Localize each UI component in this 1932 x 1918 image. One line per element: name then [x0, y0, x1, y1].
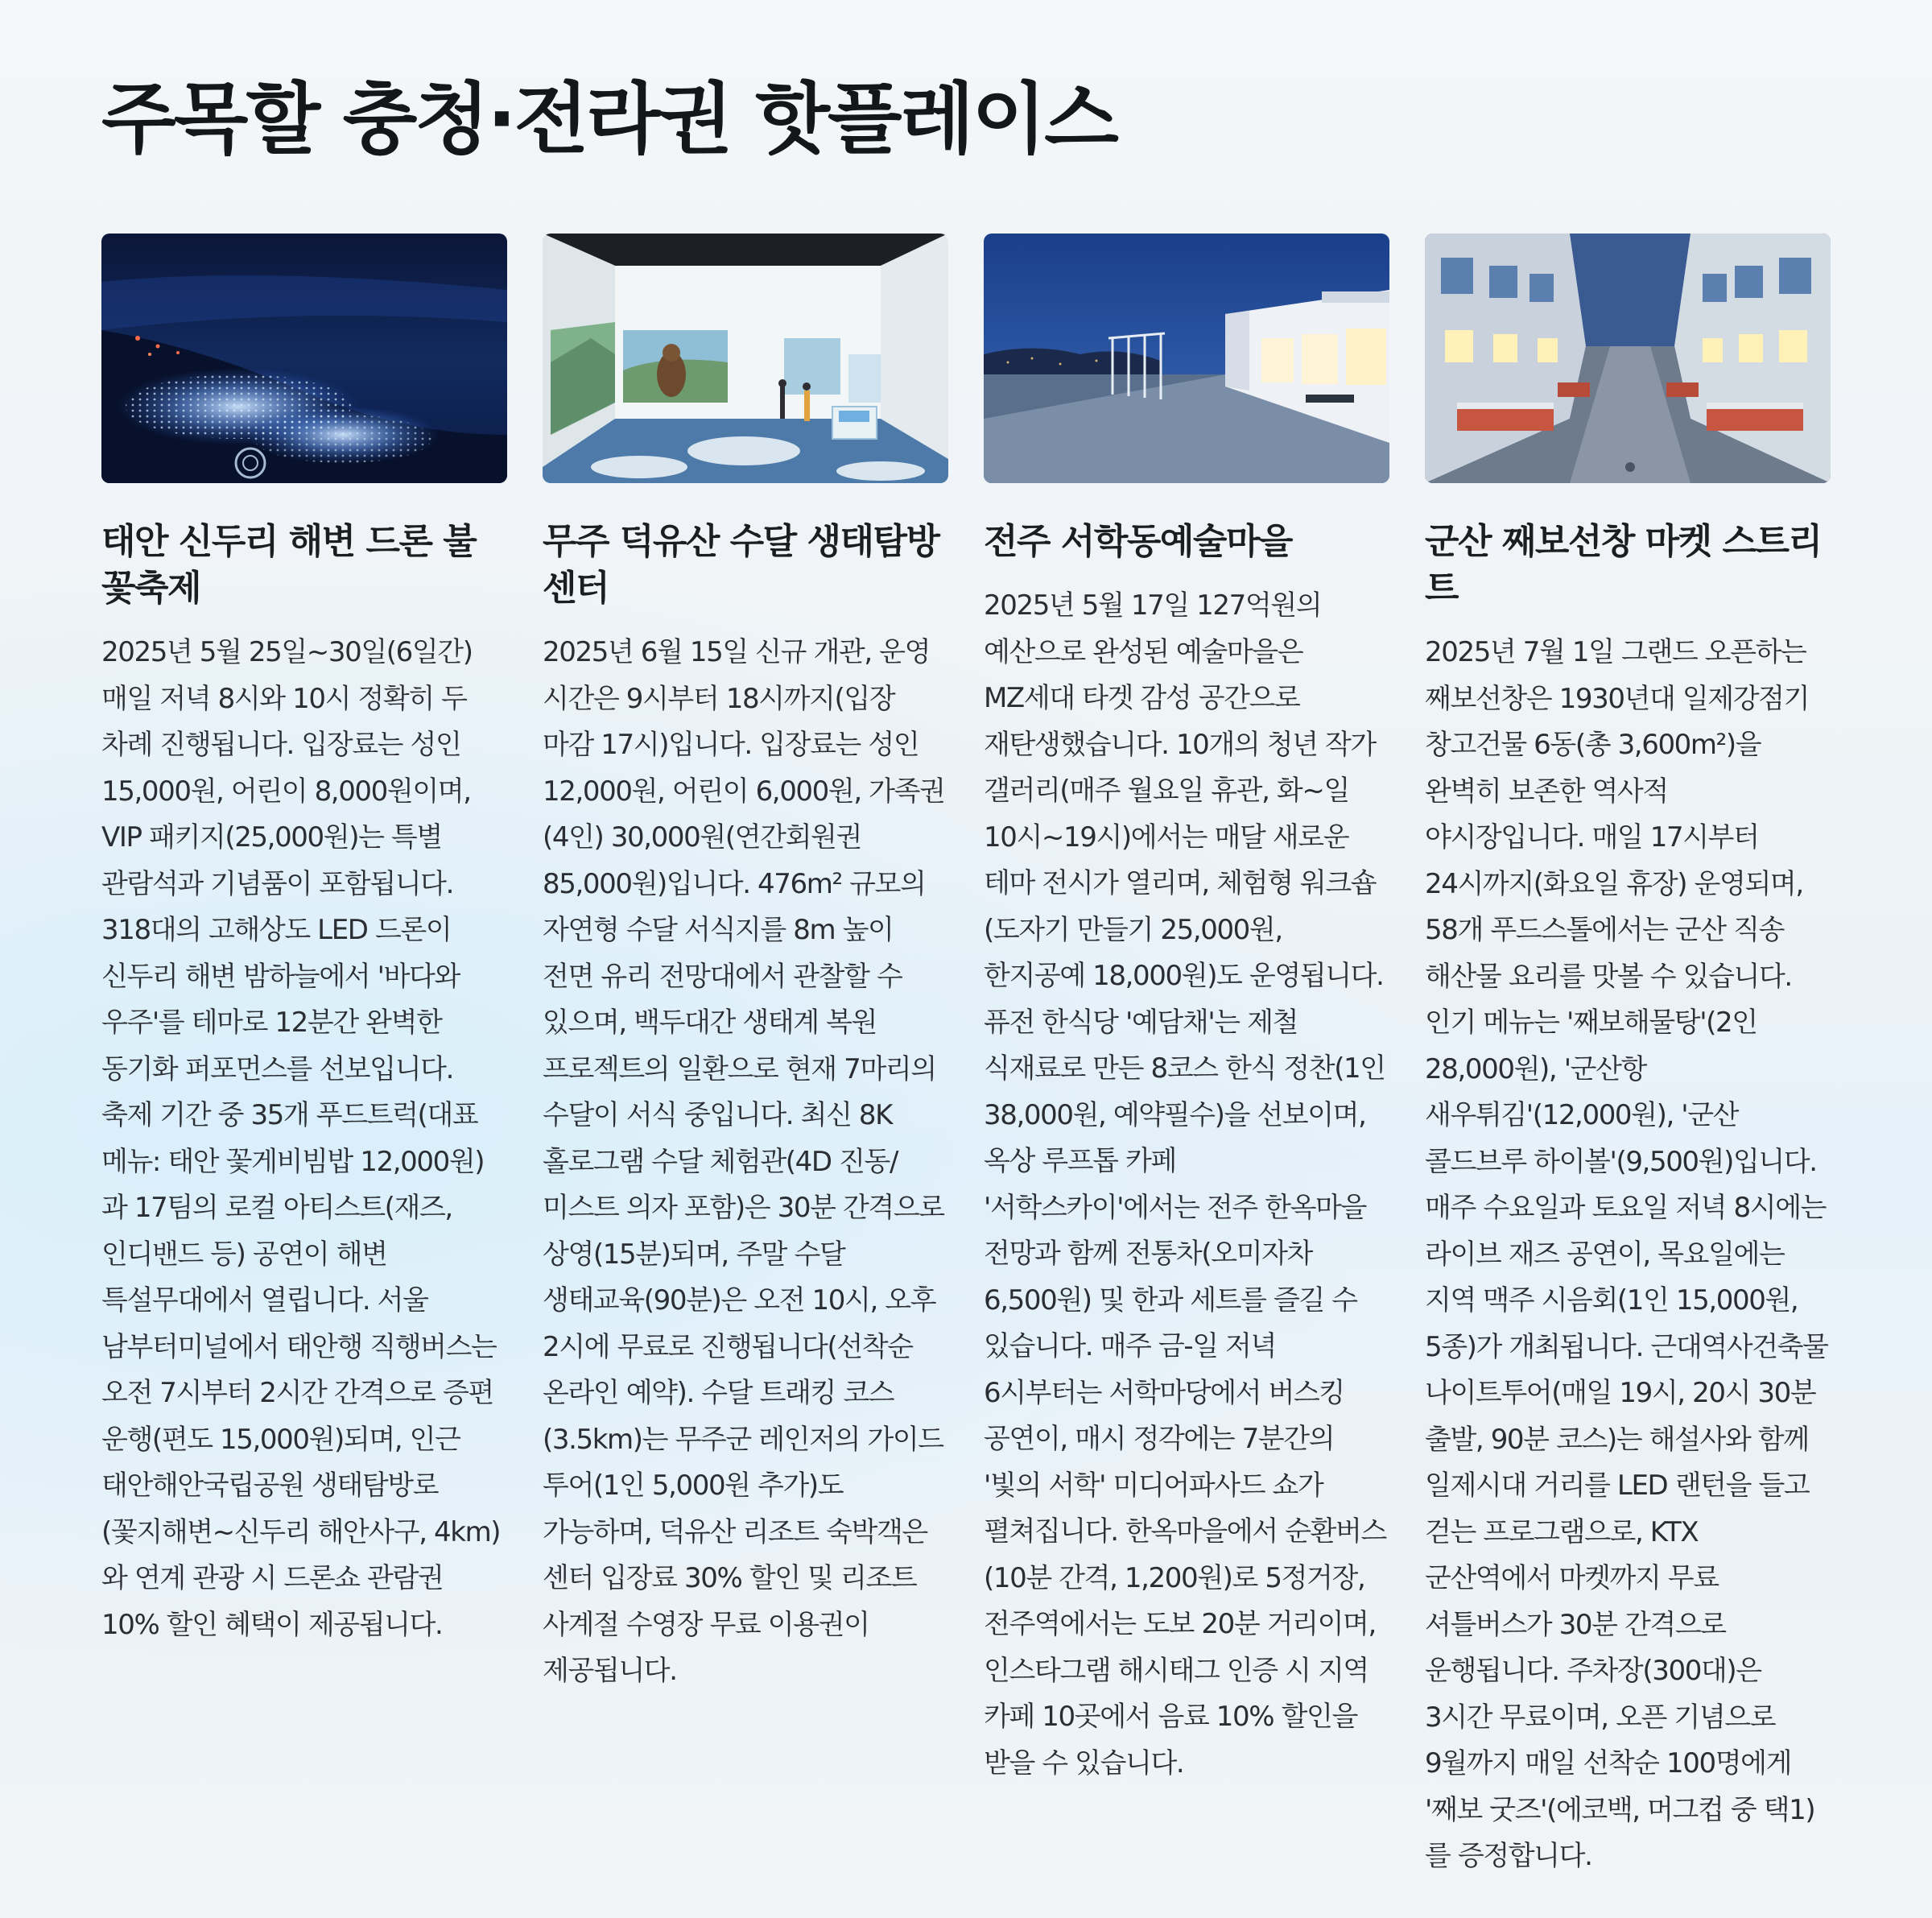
card-list	[101, 234, 1831, 1880]
card-muju-otter-center[interactable]	[543, 234, 948, 1880]
art-village-photo	[984, 234, 1389, 483]
otter-exhibition-photo	[543, 234, 948, 483]
card-image[interactable]	[984, 234, 1389, 483]
card-title[interactable]: 군산 째보선창 마켓 스트리트	[1425, 521, 1822, 609]
card-description: 2025년 5월 17일 127억원의 예산으로 완성된 예술마을은 MZ세대 타겟 감성 공간으로 재탄생했습니다. 10개의 청년 작가 갤러리(매주 월요일 휴관, 화~일 10시~19시)에서는 매달 새로운 테마 전시가 열리며, 체험형 워크숍(도자기 만들기 25,000원, 한지공예 18,000원)도 운영됩니다. 퓨전 한식당 '예담채'는 제철 식재료로 만든 8코스 한식 정찬(1인 38,000원, 예약필수)을 선보이며, 옥상 루프톱 카페 '서학스카이'에서는 전주 한옥마을 전망과 함께 전통차(오미자차 6,500원) 및 한과 세트를 즐길 수 있습니다. 매주 금-일 저녁 6시부터는 서학마당에서 버스킹 공연이, 매시 정각에는 7분간의 '빛의 서학' 미디어파사드 쇼가 펼쳐집니다. 한옥마을에서 순환버스(10분 간격, 1,200원)로 5정거장, 전주역에서는 도보 20분 거리이며, 인스타그램 해시태그 인증 시 지역 카페 10곳에서 음료 10% 할인을 받을 수 있습니다.	[984, 589, 1386, 1780]
card-image[interactable]	[1425, 234, 1831, 483]
card-gunsan-jjaebo-market[interactable]	[1425, 234, 1831, 1880]
card-image[interactable]	[543, 234, 948, 483]
page-title: 주목할 충청·전라권 핫플레이스	[101, 74, 1117, 164]
card-taean-drone-festival[interactable]	[101, 234, 507, 1880]
card-description: 2025년 6월 15일 신규 개관, 운영 시간은 9시부터 18시까지(입장 마감 17시)입니다. 입장료는 성인 12,000원, 어린이 6,000원, 가족권(4인) 30,000원(연간회원권 85,000원)입니다. 476m² 규모의 자연형 수달 서식지를 8m 높이 전면 유리 전망대에서 관찰할 수 있으며, 백두대간 생태계 복원 프로젝트의 일환으로 현재 7마리의 수달이 서식 중입니다. 최신 8K 홀로그램 수달 체험관(4D 진동/미스트 의자 포함)은 30분 간격으로 상영(15분)되며, 주말 수달 생태교육(90분)은 오전 10시, 오후 2시에 무료로 진행됩니다(선착순 온라인 예약). 수달 트래킹 코스(3.5km)는 무주군 레인저의 가이드 투어(1인 5,000원 추가)도 가능하며, 덕유산 리조트 숙박객은 센터 입장료 30% 할인 및 리조트 사계절 수영장 무료 이용권이 제공됩니다.	[543, 636, 945, 1687]
card-image[interactable]	[101, 234, 507, 483]
market-street-photo	[1425, 234, 1831, 483]
card-title[interactable]: 태안 신두리 해변 드론 불꽃축제	[101, 521, 477, 609]
card-description: 2025년 7월 1일 그랜드 오픈하는 째보선창은 1930년대 일제강점기 창고건물 6동(총 3,600m²)을 완벽히 보존한 역사적 야시장입니다. 매일 17시부터 24시까지(화요일 휴장) 운영되며, 58개 푸드스톨에서는 군산 직송 해산물 요리를 맛볼 수 있습니다. 인기 메뉴는 '째보해물탕'(2인 28,000원), '군산항 새우튀김'(12,000원), '군산 콜드브루 하이볼'(9,500원)입니다. 매주 수요일과 토요일 저녁 8시에는 라이브 재즈 공연이, 목요일에는 지역 맥주 시음회(1인 15,000원, 5종)가 개최됩니다. 근대역사건축물 나이트투어(매일 19시, 20시 30분 출발, 90분 코스)는 해설사와 함께 일제시대 거리를 LED 랜턴을 들고 걷는 프로그램으로, KTX 군산역에서 마켓까지 무료 셔틀버스가 30분 간격으로 운행됩니다. 주차장(300대)은 3시간 무료이며, 오픈 기념으로 9월까지 매일 선착순 100명에게 '째보 굿즈'(에코백, 머그컵 중 택1)를 증정합니다.	[1425, 636, 1828, 1872]
card-title[interactable]: 전주 서학동예술마을	[984, 521, 1292, 562]
card-description: 2025년 5월 25일~30일(6일간) 매일 저녁 8시와 10시 정확히 두 차례 진행됩니다. 입장료는 성인 15,000원, 어린이 8,000원이며, VIP 패키지(25,000원)는 특별 관람석과 기념품이 포함됩니다. 318대의 고해상도 LED 드론이 신두리 해변 밤하늘에서 '바다와 우주'를 테마로 12분간 완벽한 동기화 퍼포먼스를 선보입니다. 축제 기간 중 35개 푸드트럭(대표 메뉴: 태안 꽃게비빔밥 12,000원)과 17팀의 로컬 아티스트(재즈, 인디밴드 등) 공연이 해변 특설무대에서 열립니다. 서울 남부터미널에서 태안행 직행버스는 오전 7시부터 2시간 간격으로 증편 운행(편도 15,000원)되며, 인근 태안해안국립공원 생태탐방로(꽃지해변~신두리 해안사구, 4km)와 연계 관광 시 드론쇼 관람권 10% 할인 혜택이 제공됩니다.	[101, 636, 501, 1641]
drone-beach-photo	[101, 234, 507, 483]
card-title[interactable]: 무주 덕유산 수달 생태탐방센터	[543, 521, 939, 609]
card-jeonju-seohakdong[interactable]	[984, 234, 1389, 1880]
